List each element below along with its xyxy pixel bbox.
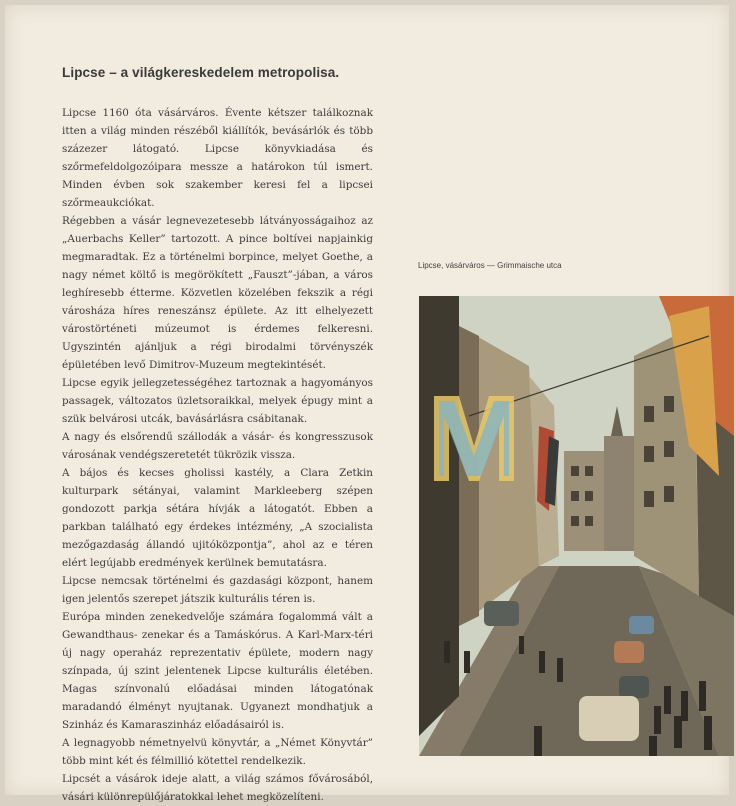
page <box>5 5 729 803</box>
paragraph: Lipcsét a vásárok ideje alatt, a világ számos fővárosából, vásári különrepülőjáratokkal lehet megközelíteni. <box>62 773 373 803</box>
paragraph: A bájos és kecses gholissi kastély, a Clara Zetkin kulturpark sétányai, valamint Markleeberg szépen gondozott parkja sétára hívják a látogatót. Ebben a parkban található egy érdekes intézmény, „A szocialista mezőgazdaság állandó ujitóközpontja”, ahol az e téren elért legújabb eredmények kerülnek bemutatásra. <box>62 467 373 569</box>
paragraph: Lipcse nemcsak történelmi és gazdasági központ, hanem igen jelentős szerepet játszik kulturális téren is. <box>62 575 373 605</box>
paragraph: A nagy és elsőrendű szállodák a vásár- és kongresszusok városának vendégszeretetét tükrözik vissza. <box>62 431 373 461</box>
photo-caption: Lipcse, vásárváros — Grimmaische utca <box>418 261 562 270</box>
paragraph: Európa minden zenekedvelője számára fogalommá vált a Gewandthaus- zenekar és a Tamáskórus. A Karl-Marx-téri új nagy operaház reprezentativ épülete, modern nagy színpada, új szint jelentenek Lipcse kulturális életében. Magas színvonalú előadásai minden látogatónak maradandó élményt nyujtanak. Ugyanezt mondhatjuk a Szinház és Kamaraszinház előadásairól is. <box>62 611 373 731</box>
street-photo <box>419 296 734 756</box>
street-photo-illustration <box>419 296 734 756</box>
building-far-2 <box>604 436 634 551</box>
building-left-dark <box>419 296 459 736</box>
paragraph: Lipcse 1160 óta vásárváros. Évente kétszer találkoznak itten a világ minden részéből kiállítók, bevásárlók és több százezer látogató. Lipcse könyvkiadása és szőrmefeldolgozóipara messze a határokon túl ismert. Minden évben sok szakember keresi fel a lipcsei szőrmeaukciókat. <box>62 107 373 209</box>
page-title: Lipcse – a világkereskedelem metropolisa. <box>62 65 340 80</box>
paragraph: Régebben a vásár legnevezetesebb látványosságaihoz az „Auerbachs Keller” tartozott. A pince boltívei napjainkig megmaradtak. Ez a történelmi borpince, melyet Goethe, a nagy német költő is megörökített „Fauszt”-jában, a város leghíresebb étterme. Közvetlen közelében fekszik a régi városháza híres reneszánsz épülete. Az itt elhelyezett várostörténeti múzeumot is érdemes felkeresni. Ugyszintén ajánljuk a régi birodalmi törvényszék épületében levő Dimitrov-Muzeum megtekintését. <box>62 215 373 371</box>
paragraph: A legnagyobb németnyelvü könyvtár, a „Német Könyvtár” több mint két és félmillió kötettel rendelkezik. <box>62 737 373 767</box>
article-body <box>62 104 373 806</box>
paragraph: Lipcse egyik jellegzetességéhez tartoznak a hagyományos passagek, változatos üzletsoraikkal, melyek épugy mint a szük belvárosi utcák, bavásárlásra csábitanak. <box>62 377 373 425</box>
